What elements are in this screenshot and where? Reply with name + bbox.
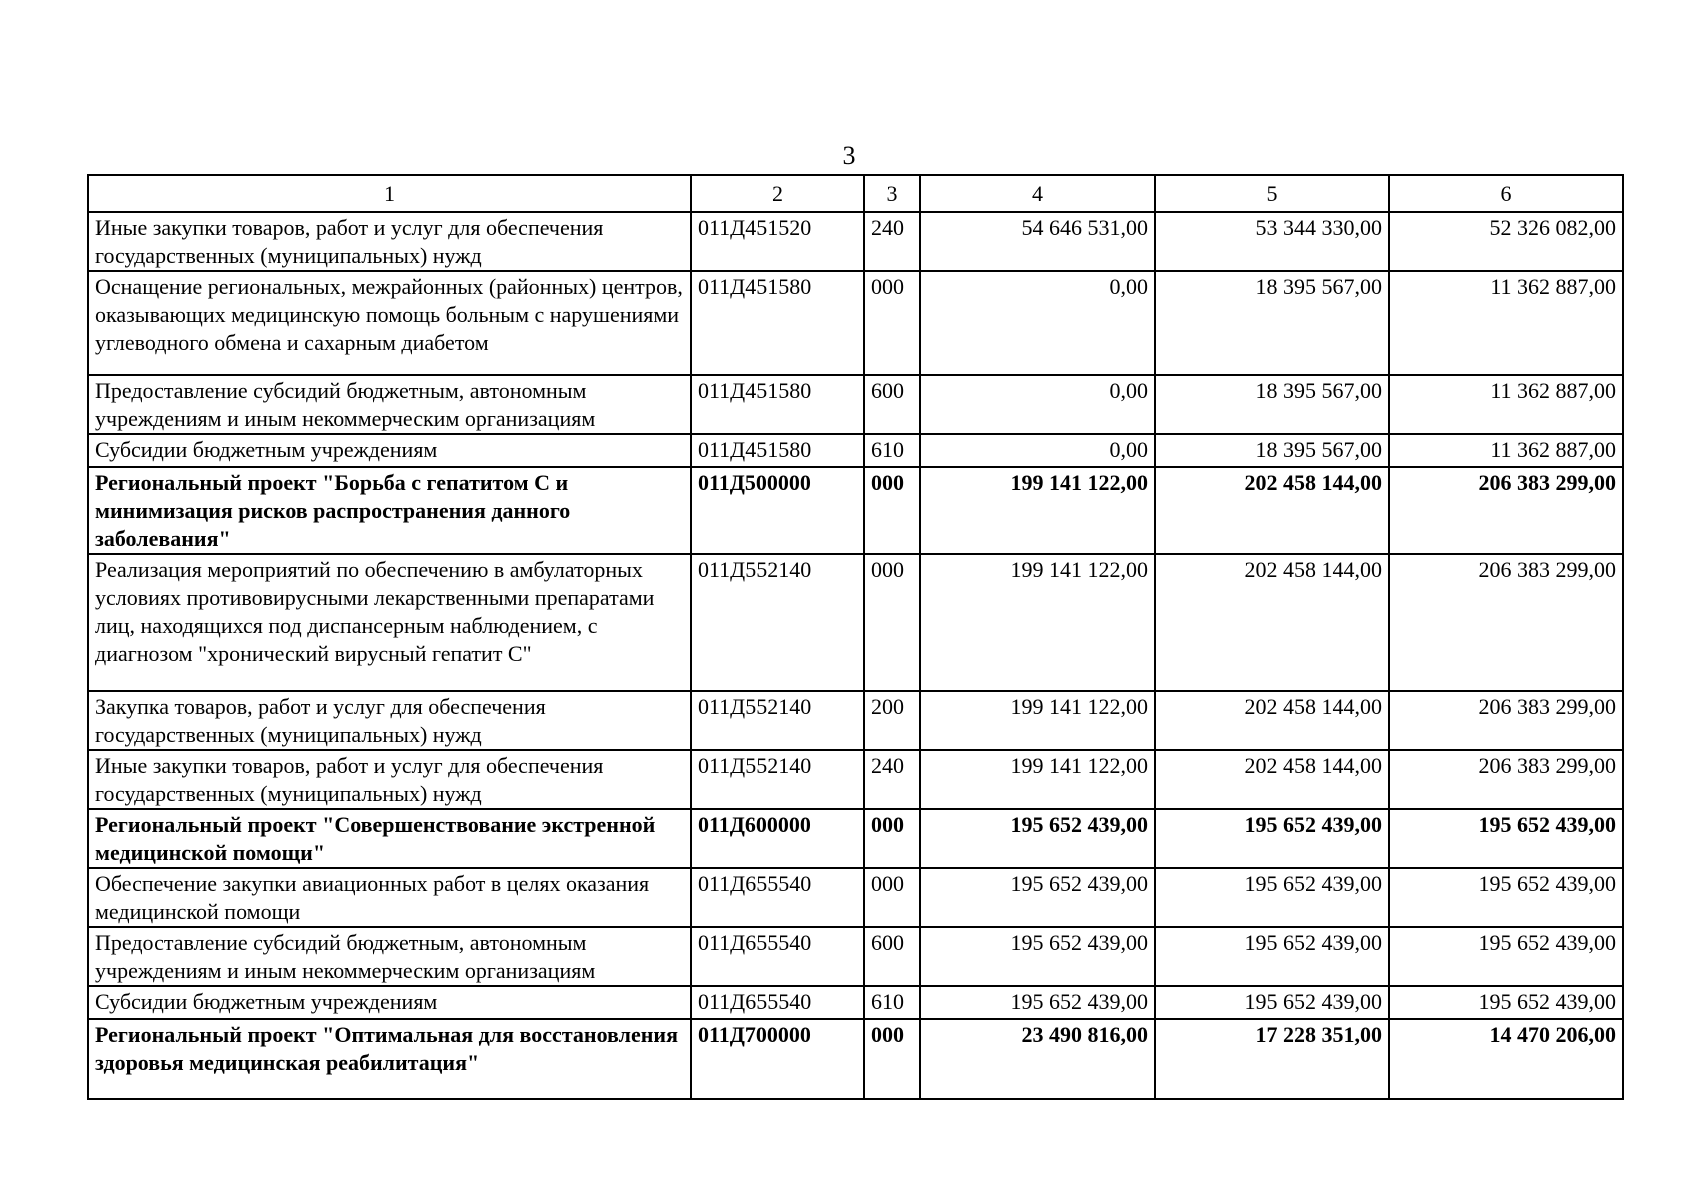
row-amount-col5: 18 395 567,00 <box>1155 271 1389 375</box>
row-amount-col5: 202 458 144,00 <box>1155 467 1389 554</box>
table-row <box>88 375 1623 434</box>
row-name-cell: Субсидии бюджетным учреждениям <box>88 986 691 1019</box>
column-header-4: 4 <box>920 175 1155 212</box>
row-name-cell: Обеспечение закупки авиационных работ в целях оказания медицинской помощи <box>88 868 691 927</box>
row-amount-col4: 199 141 122,00 <box>920 691 1155 750</box>
row-amount-col5: 202 458 144,00 <box>1155 554 1389 691</box>
column-header-1: 1 <box>88 175 691 212</box>
row-name-cell: Региональный проект "Борьба с гепатитом С и минимизация рисков распространения данного заболевания" <box>88 467 691 554</box>
row-amount-col4: 195 652 439,00 <box>920 809 1155 868</box>
column-header-2: 2 <box>691 175 864 212</box>
row-type-cell: 600 <box>864 927 920 986</box>
page-number: 3 <box>842 141 856 170</box>
table-row <box>88 1019 1623 1099</box>
table-row <box>88 927 1623 986</box>
row-code-cell: 011Д451580 <box>691 375 864 434</box>
header-row <box>88 175 1623 212</box>
row-name-cell: Иные закупки товаров, работ и услуг для обеспечения государственных (муниципальных) нужд <box>88 750 691 809</box>
row-code-cell: 011Д552140 <box>691 691 864 750</box>
row-type-cell: 000 <box>864 467 920 554</box>
row-name-cell: Региональный проект "Оптимальная для восстановления здоровья медицинская реабилитация" <box>88 1019 691 1099</box>
table-row <box>88 868 1623 927</box>
row-code-cell: 011Д552140 <box>691 750 864 809</box>
row-type-cell: 200 <box>864 691 920 750</box>
row-type-cell: 000 <box>864 271 920 375</box>
row-amount-col4: 195 652 439,00 <box>920 986 1155 1019</box>
row-type-cell: 240 <box>864 750 920 809</box>
row-type-cell: 000 <box>864 1019 920 1099</box>
row-amount-col5: 202 458 144,00 <box>1155 691 1389 750</box>
row-amount-col6: 52 326 082,00 <box>1389 212 1623 271</box>
row-amount-col6: 11 362 887,00 <box>1389 375 1623 434</box>
row-amount-col4: 0,00 <box>920 375 1155 434</box>
row-amount-col5: 195 652 439,00 <box>1155 868 1389 927</box>
row-code-cell: 011Д655540 <box>691 927 864 986</box>
row-type-cell: 240 <box>864 212 920 271</box>
table-row <box>88 467 1623 554</box>
row-name-cell: Предоставление субсидий бюджетным, автономным учреждениям и иным некоммерческим организациям <box>88 927 691 986</box>
row-amount-col6: 195 652 439,00 <box>1389 809 1623 868</box>
row-amount-col6: 195 652 439,00 <box>1389 986 1623 1019</box>
row-type-cell: 600 <box>864 375 920 434</box>
row-code-cell: 011Д451580 <box>691 434 864 467</box>
row-amount-col5: 195 652 439,00 <box>1155 927 1389 986</box>
row-name-cell: Закупка товаров, работ и услуг для обеспечения государственных (муниципальных) нужд <box>88 691 691 750</box>
row-name-cell: Иные закупки товаров, работ и услуг для обеспечения государственных (муниципальных) нужд <box>88 212 691 271</box>
row-amount-col6: 206 383 299,00 <box>1389 467 1623 554</box>
row-amount-col6: 195 652 439,00 <box>1389 927 1623 986</box>
row-amount-col5: 18 395 567,00 <box>1155 434 1389 467</box>
row-amount-col6: 206 383 299,00 <box>1389 691 1623 750</box>
budget-table <box>87 174 1624 1100</box>
table-row <box>88 750 1623 809</box>
row-name-cell: Региональный проект "Совершенствование экстренной медицинской помощи" <box>88 809 691 868</box>
table-row <box>88 434 1623 467</box>
row-amount-col5: 18 395 567,00 <box>1155 375 1389 434</box>
column-header-5: 5 <box>1155 175 1389 212</box>
row-code-cell: 011Д700000 <box>691 1019 864 1099</box>
row-name-cell: Предоставление субсидий бюджетным, автономным учреждениям и иным некоммерческим организациям <box>88 375 691 434</box>
row-amount-col4: 199 141 122,00 <box>920 467 1155 554</box>
row-amount-col4: 195 652 439,00 <box>920 927 1155 986</box>
row-code-cell: 011Д451520 <box>691 212 864 271</box>
row-amount-col4: 54 646 531,00 <box>920 212 1155 271</box>
row-type-cell: 000 <box>864 809 920 868</box>
row-amount-col4: 199 141 122,00 <box>920 750 1155 809</box>
row-type-cell: 610 <box>864 986 920 1019</box>
row-amount-col5: 195 652 439,00 <box>1155 809 1389 868</box>
row-amount-col4: 23 490 816,00 <box>920 1019 1155 1099</box>
row-amount-col6: 206 383 299,00 <box>1389 750 1623 809</box>
row-amount-col6: 11 362 887,00 <box>1389 271 1623 375</box>
row-code-cell: 011Д655540 <box>691 986 864 1019</box>
table-row <box>88 554 1623 691</box>
row-amount-col4: 0,00 <box>920 271 1155 375</box>
row-code-cell: 011Д500000 <box>691 467 864 554</box>
table-row <box>88 691 1623 750</box>
row-code-cell: 011Д552140 <box>691 554 864 691</box>
table-row <box>88 986 1623 1019</box>
row-code-cell: 011Д600000 <box>691 809 864 868</box>
row-amount-col4: 199 141 122,00 <box>920 554 1155 691</box>
row-amount-col5: 53 344 330,00 <box>1155 212 1389 271</box>
row-amount-col4: 195 652 439,00 <box>920 868 1155 927</box>
table-row <box>88 271 1623 375</box>
row-amount-col5: 202 458 144,00 <box>1155 750 1389 809</box>
row-amount-col5: 195 652 439,00 <box>1155 986 1389 1019</box>
table-row <box>88 212 1623 271</box>
row-code-cell: 011Д655540 <box>691 868 864 927</box>
row-name-cell: Реализация мероприятий по обеспечению в амбулаторных условиях противовирусными лекарственными препаратами лиц, находящихся под диспансерным наблюдением, с диагнозом "хронический вирусный гепатит С" <box>88 554 691 691</box>
row-type-cell: 000 <box>864 554 920 691</box>
row-amount-col6: 206 383 299,00 <box>1389 554 1623 691</box>
column-header-6: 6 <box>1389 175 1623 212</box>
column-header-3: 3 <box>864 175 920 212</box>
row-name-cell: Субсидии бюджетным учреждениям <box>88 434 691 467</box>
row-amount-col6: 11 362 887,00 <box>1389 434 1623 467</box>
row-code-cell: 011Д451580 <box>691 271 864 375</box>
table-body <box>88 212 1623 1099</box>
row-type-cell: 000 <box>864 868 920 927</box>
row-amount-col4: 0,00 <box>920 434 1155 467</box>
row-amount-col6: 14 470 206,00 <box>1389 1019 1623 1099</box>
row-name-cell: Оснащение региональных, межрайонных (районных) центров, оказывающих медицинскую помощь больным с нарушениями углеводного обмена и сахарным диабетом <box>88 271 691 375</box>
row-amount-col5: 17 228 351,00 <box>1155 1019 1389 1099</box>
row-amount-col6: 195 652 439,00 <box>1389 868 1623 927</box>
table-row <box>88 809 1623 868</box>
row-type-cell: 610 <box>864 434 920 467</box>
